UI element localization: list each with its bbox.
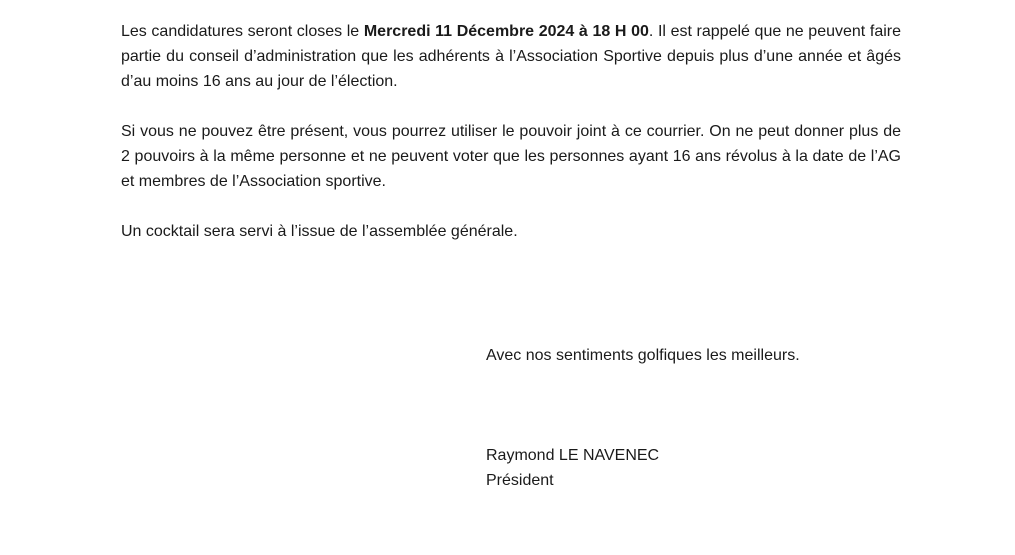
signature-name: Raymond LE NAVENEC (486, 447, 660, 464)
signature-title: Président (486, 472, 554, 489)
pouvoir-paragraph: Si vous ne pouvez être présent, vous pourrez utiliser le pouvoir joint à ce courrier. On ne peut donner plus de 2 pouvoirs à la même personne et ne peuvent voter que les personnes ayant 16 ans révolus à la date de l’AG et membres de l’Association sportive. (121, 123, 901, 190)
candidatures-intro-text: Les candidatures seront closes le (121, 23, 364, 40)
candidatures-paragraph (121, 19, 901, 94)
closing-formula: Avec nos sentiments golfiques les meilleurs. (486, 347, 800, 364)
candidatures-rest-text: . Il est rappelé que ne peuvent faire partie du conseil d’administration que les adhérents à l’Association Sportive depuis plus d’une année et âgés d’au moins 16 ans au jour de l’élection. (121, 23, 901, 90)
cocktail-paragraph: Un cocktail sera servi à l’issue de l’assemblée générale. (121, 223, 518, 240)
deadline-text: Mercredi 11 Décembre 2024 à 18 H 00 (363, 23, 649, 40)
